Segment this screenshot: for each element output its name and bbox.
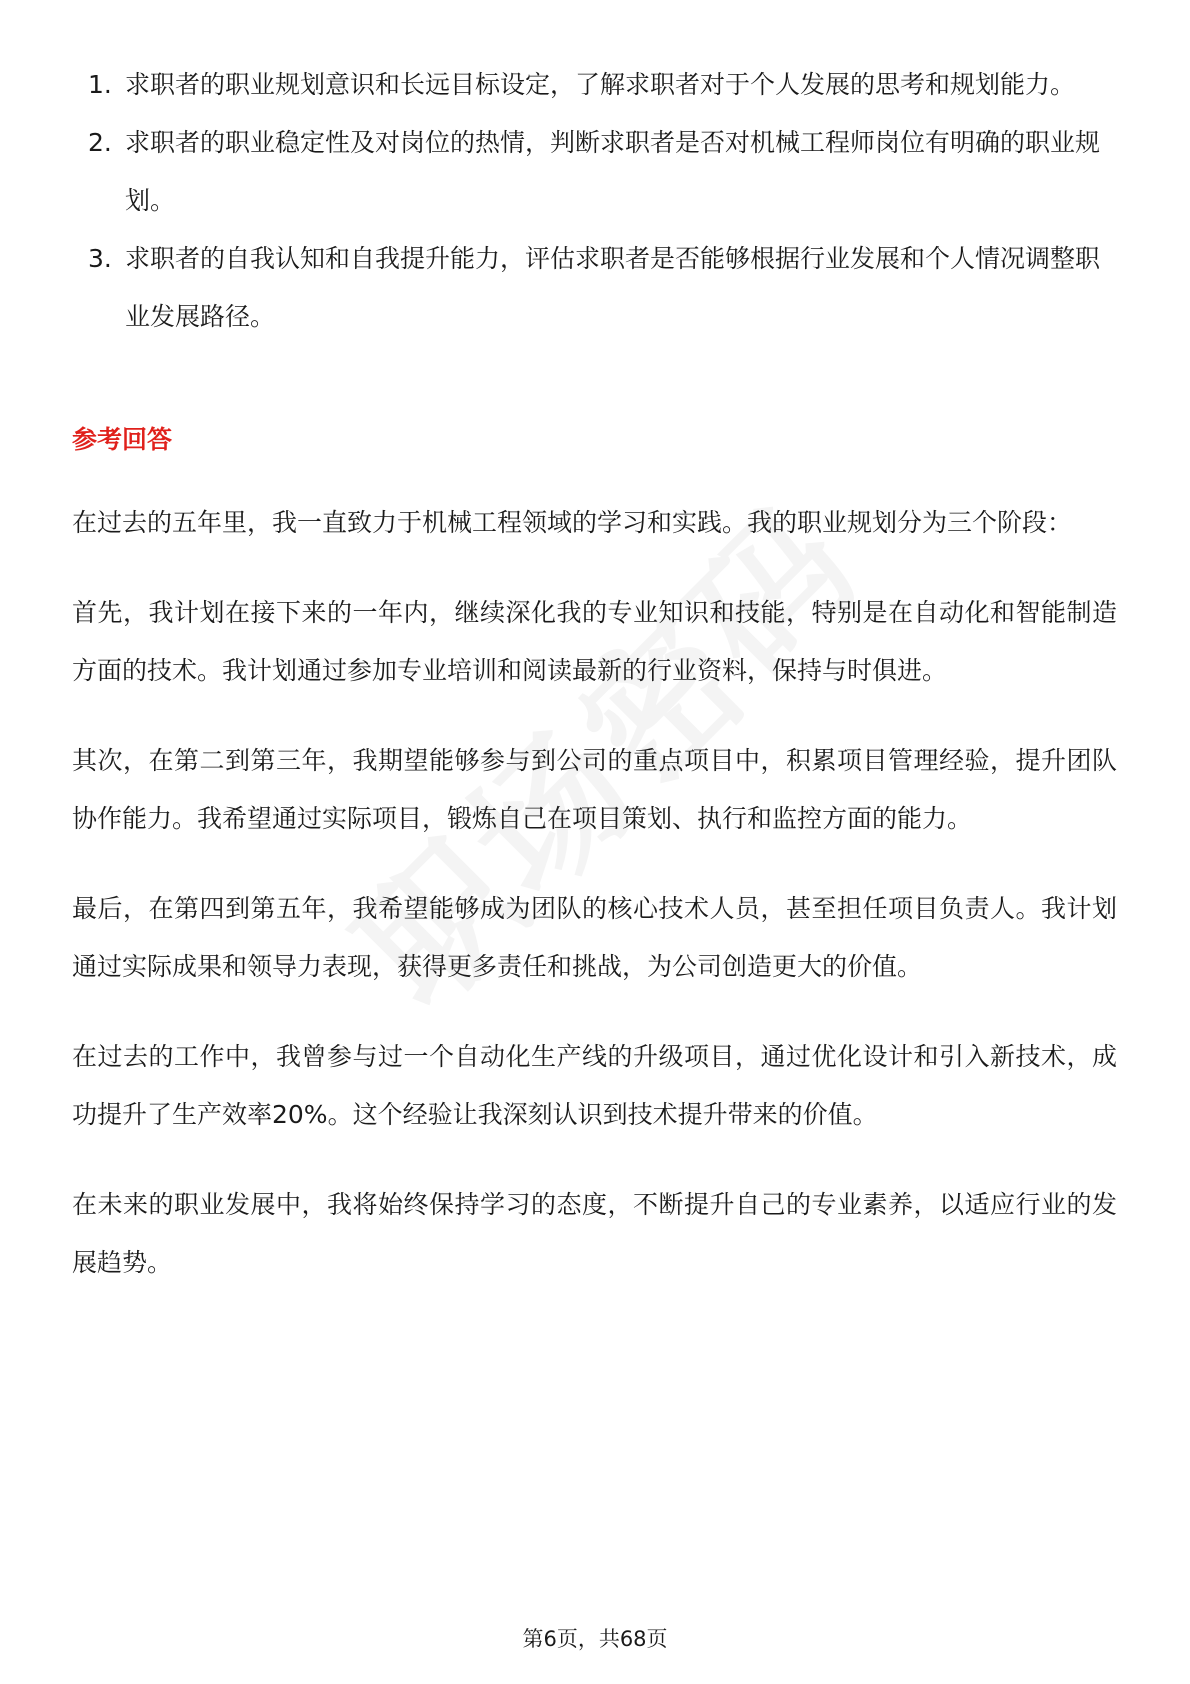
answer-paragraph: 其次，在第二到第三年，我期望能够参与到公司的重点项目中，积累项目管理经验，提升团队协作能力。我希望通过实际项目，锻炼自己在项目策划、执行和监控方面的能力。 [72, 746, 1117, 833]
list-item-text: 求职者的职业规划意识和长远目标设定，了解求职者对于个人发展的思考和规划能力。 [125, 70, 1076, 99]
list-number: 3. [88, 244, 112, 273]
list-item [80, 114, 1120, 230]
list-number: 1. [88, 70, 112, 99]
list-item [80, 56, 1120, 114]
answer-paragraph: 在过去的五年里，我一直致力于机械工程领域的学习和实践。我的职业规划分为三个阶段： [72, 508, 1073, 537]
list-item [80, 230, 1120, 346]
evaluation-criteria-list [80, 56, 1120, 346]
list-item-text: 求职者的职业稳定性及对岗位的热情，判断求职者是否对机械工程师岗位有明确的职业规划。 [125, 128, 1101, 215]
answer-paragraph: 最后，在第四到第五年，我希望能够成为团队的核心技术人员，甚至担任项目负责人。我计划通过实际成果和领导力表现，获得更多责任和挑战，为公司创造更大的价值。 [72, 894, 1117, 981]
reference-answer [72, 494, 1117, 1324]
page-number: 第6页，共68页 [522, 1627, 668, 1651]
answer-paragraph: 在未来的职业发展中，我将始终保持学习的态度，不断提升自己的专业素养，以适应行业的发展趋势。 [72, 1190, 1117, 1277]
list-number: 2. [88, 128, 112, 157]
section-heading: 参考回答 [72, 425, 173, 454]
answer-paragraph: 首先，我计划在接下来的一年内，继续深化我的专业知识和技能，特别是在自动化和智能制造方面的技术。我计划通过参加专业培训和阅读最新的行业资料，保持与时俱进。 [72, 598, 1117, 685]
list-item-text: 求职者的自我认知和自我提升能力，评估求职者是否能够根据行业发展和个人情况调整职业发展路径。 [125, 244, 1101, 331]
answer-paragraph: 在过去的工作中，我曾参与过一个自动化生产线的升级项目，通过优化设计和引入新技术，成功提升了生产效率20%。这个经验让我深刻认识到技术提升带来的价值。 [72, 1042, 1117, 1129]
